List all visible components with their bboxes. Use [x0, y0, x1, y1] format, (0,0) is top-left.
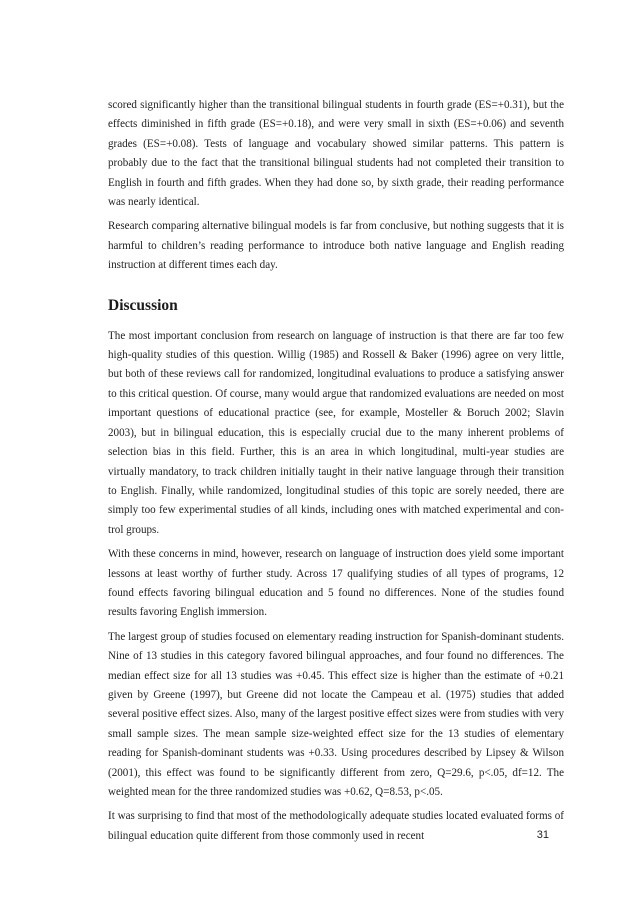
paragraph: scored significantly higher than the transitional bilingual students in fourth grade (ES=+0.31), but the effects diminished in fifth grade (ES=+0.18), and were very small in sixth (ES=+0.06) and seventh grades (ES=+0.08). Tests of language and vocabulary showed similar patterns. This pattern is probably due to the fact that the transitional bilingual students had not completed their transition to English in fourth and fifth grades. When they had done so, by sixth grade, their reading performance was nearly identical. — [108, 99, 564, 209]
paragraph: The most important conclusion from research on language of instruction is that there are far too few high-quality studies of this question. Willig (1985) and Rossell & Baker (1996) agree on very little, but both of these reviews call for randomized, longitudinal evaluations to produce a satisfying answer to this critical question. Of course, many would argue that randomized evaluations are needed on most important questions of educational practice (see, for example, Mosteller & Boruch 2002; Slavin 2003), but in bilingual education, this is especially crucial due to the many inherent problems of selection bias in this field. Further, this is an area in which longitudinal, multi-year studies are virtually mandatory, to track children initially taught in their native language through their transition to English. Finally, while randomized, longitudinal studies of this topic are sorely needed, there are simply too few experimental studies of all kinds, including ones with matched experimental and control groups. — [108, 329, 564, 536]
section-heading: Discussion — [108, 296, 178, 314]
paragraph: With these concerns in mind, however, research on language of instruction does yield some important lessons at least worthy of further study. Across 17 qualifying studies of all types of programs, 12 found effects favoring bilingual education and 5 found no differences. None of the studies found results favoring English immersion. — [108, 548, 564, 619]
paragraph: Research comparing alternative bilingual models is far from conclusive, but nothing suggests that it is harmful to children’s reading performance to introduce both native language and English reading instruction at different times each day. — [108, 220, 564, 272]
page-number: 31 — [536, 829, 549, 841]
page-body — [108, 96, 564, 850]
paragraph: It was surprising to find that most of the methodologically adequate studies located evaluated forms of bilingual education quite different from those commonly used in recent — [108, 810, 564, 842]
paragraph: The largest group of studies focused on elementary reading instruction for Spanish-dominant students. Nine of 13 studies in this category favored bilingual approaches, and four found no differences. The median effect size for all 13 studies was +0.45. This effect size is higher than the estimate of +0.21 given by Greene (1997), but Greene did not locate the Campeau et al. (1975) studies that added several positive effect sizes. Also, many of the largest positive effect sizes were from studies with very small sample sizes. The mean sample size-weighted effect size for the 13 studies of elementary reading for Spanish-dominant students was +0.33. Using procedures described by Lipsey & Wilson (2001), this effect was found to be significantly different from zero, Q=29.6, p<.05, df=12. The weighted mean for the three randomized studies was +0.62, Q=8.53, p<.05. — [108, 630, 564, 798]
